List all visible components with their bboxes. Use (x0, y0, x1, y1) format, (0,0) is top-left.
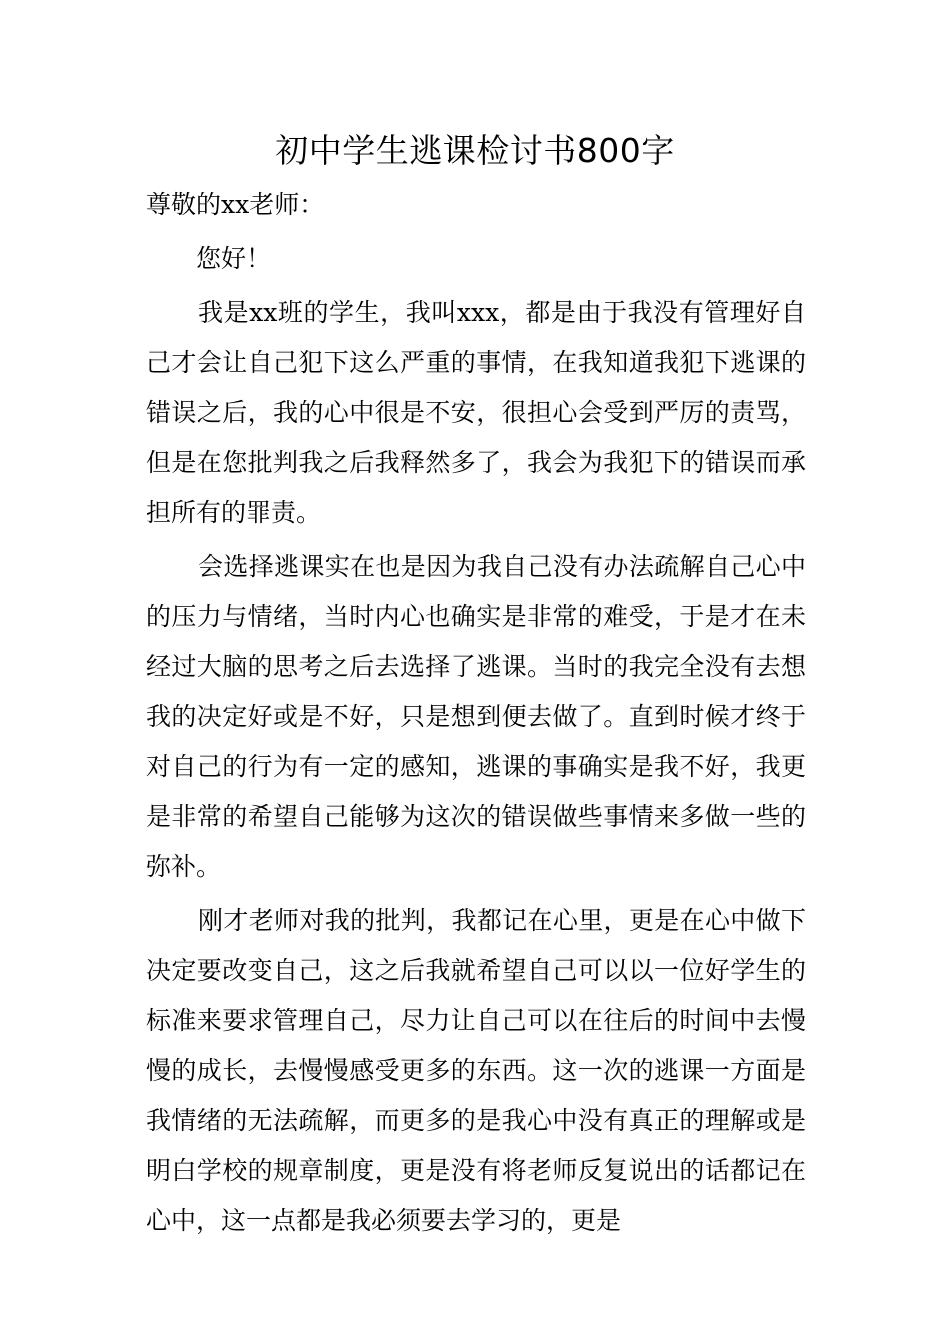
salutation: 尊敬的xx老师： (146, 190, 325, 219)
body-paragraph-1: 我是xx班的学生，我叫xxx，都是由于我没有管理好自己才会让自己犯下这么严重的事情，在我知道我犯下逃课的错误之后，我的心中很是不安，很担心会受到严厉的责骂，但是在您批判我之后我释然多了，我会为我犯下的错误而承担所有的罪责。 (146, 298, 806, 527)
body-paragraph-2: 会选择逃课实在也是因为我自己没有办法疏解自己心中的压力与情绪，当时内心也确实是非常的难受，于是才在未经过大脑的思考之后去选择了逃课。当时的我完全没有去想我的决定好或是不好，只是想到便去做了。直到时候才终于对自己的行为有一定的感知，逃课的事确实是我不好，我更是非常的希望自己能够为这次的错误做些事情来多做一些的弥补。 (146, 552, 806, 881)
document-title: 初中学生逃课检讨书800字 (275, 131, 675, 170)
greeting: 您好！ (196, 244, 272, 273)
document-body (146, 180, 806, 1246)
body-paragraph-3: 刚才老师对我的批判，我都记在心里，更是在心中做下决定要改变自己，这之后我就希望自己可以以一位好学生的标准来要求管理自己，尽力让自己可以在往后的时间中去慢慢的成长，去慢慢感受更多的东西。这一次的逃课一方面是我情绪的无法疏解，而更多的是我心中没有真正的理解或是明白学校的规章制度，更是没有将老师反复说出的话都记在心中，这一点都是我必须要去学习的，更是 (146, 906, 806, 1235)
